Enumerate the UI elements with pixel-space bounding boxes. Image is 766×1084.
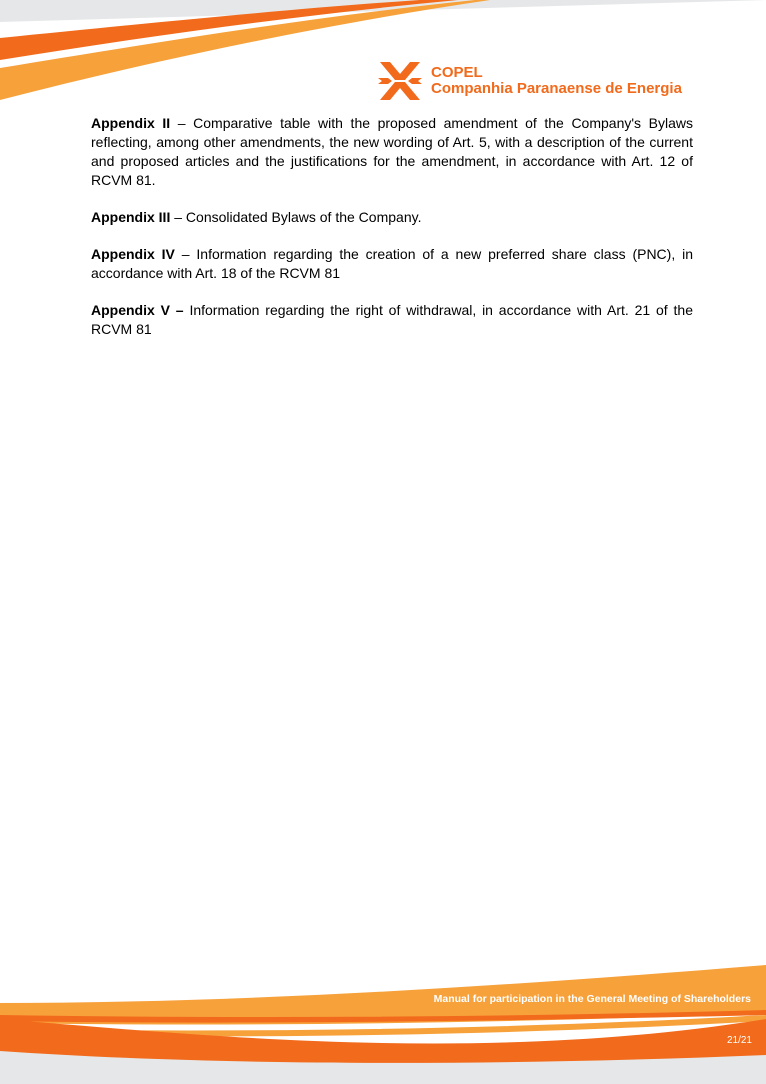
appendix-separator: –	[170, 209, 186, 225]
logo-text	[431, 65, 682, 97]
appendix-paragraph	[91, 114, 693, 190]
logo-company-full-name: Companhia Paranaense de Energia	[431, 80, 682, 97]
appendix-paragraph	[91, 301, 693, 339]
document-body	[91, 114, 693, 357]
appendix-separator: –	[170, 115, 194, 131]
copel-logo-icon	[378, 60, 422, 102]
appendix-separator: –	[174, 246, 197, 262]
appendix-description: Consolidated Bylaws of the Company.	[185, 209, 422, 225]
appendix-description: Information regarding the creation of a new preferred share class (PNC), in accordance with Art. 18 of the RCVM 81	[91, 246, 693, 281]
appendix-description: Comparative table with the proposed amendment of the Company's Bylaws reflecting, among other amendments, the new wording of Art. 5, with a description of the current and proposed articles and the justifications for the amendment, in accordance with Art. 12 of RCVM 81.	[91, 115, 693, 188]
footer-swoosh-graphic	[0, 955, 766, 1084]
appendix-paragraph	[91, 208, 693, 227]
appendix-label: Appendix III	[91, 209, 171, 225]
page-number: 21/21	[726, 1035, 752, 1046]
appendix-label: Appendix II	[91, 115, 171, 131]
appendix-label: Appendix IV	[91, 246, 175, 262]
footer-document-title: Manual for participation in the General Meeting of Shareholders	[433, 993, 751, 1005]
appendix-paragraph	[91, 245, 693, 283]
appendix-description: Information regarding the right of withdrawal, in accordance with Art. 21 of the RCVM 81	[91, 302, 693, 337]
logo-company-short-name: COPEL	[431, 64, 483, 81]
company-logo	[378, 60, 690, 102]
appendix-label: Appendix V –	[91, 302, 184, 318]
